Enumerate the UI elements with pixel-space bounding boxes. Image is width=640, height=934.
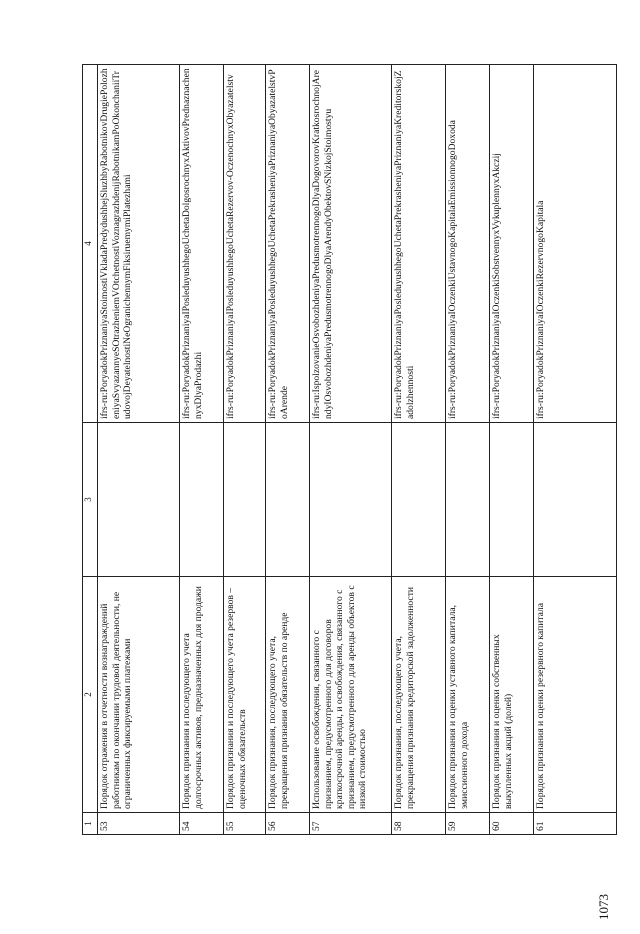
row-code: ifrs-ru:PoryadokPriznaniyaIOczenkiSobstvennyxVykuplennyxAkczij [490,65,534,423]
row-empty-cell [310,423,392,577]
row-code: ifrs-ru:PoryadokPriznaniyaIOczenkiUstavnogoKapitalaEmissionnogoDoxoda [446,65,490,423]
row-code: ifrs-ru:PoryadokPriznaniyaPosleduyushhegoUchetaPrekrasheniyaPriznaniyaKreditorskojZadolzhennosti [392,65,446,423]
row-number: 59 [446,813,490,835]
row-empty-cell [180,423,224,577]
table-row [392,65,446,835]
row-code: ifrs-ru:PoryadokPriznaniyaIPosleduyushhegoUchetaDolgosrochnyxAktivovPrednaznachennyxDlyaProdazhi [180,65,224,423]
row-title: Порядок признания и оценки резервного капитала [534,577,617,813]
table-row [224,65,266,835]
page-number: 1073 [596,894,611,920]
row-title: Порядок признания и оценки собственных выкупленных акций (долей) [490,577,534,813]
header-row [83,65,98,835]
rotated-table-container [82,65,617,835]
row-code: ifrs-ru:PoryadokPriznaniyaIPosleduyushhegoUchetaRezervov-OczenochnyxObyazatelstv [224,65,266,423]
row-empty-cell [446,423,490,577]
header-cell: 4 [83,65,98,423]
row-empty-cell [490,423,534,577]
row-code: ifrs-ru:PoryadokPriznaniyaIOczenkiRezervnogoKapitala [534,65,617,423]
row-number: 58 [392,813,446,835]
row-code: ifrs-ru:PoryadokPriznaniyaStoimostiVkladaPredydushhejSluzhbyRabotnikovDrugiePolozheniyaSvyazannyeSOtrazheniemVOtchetnostiVoznagrazhdenijRabotnikamPoOkonchaniiTrudovojDeyatelnostiNeOgranichennymFiksiruemymiPlatezhami [98,65,180,423]
row-title: Порядок отражения в отчетности вознаграждений работникам по окончании трудовой деятельности, не ограниченных фиксируемыми платежами [98,577,180,813]
table-row [266,65,310,835]
row-number: 53 [98,813,180,835]
row-empty-cell [224,423,266,577]
row-number: 55 [224,813,266,835]
table-row [534,65,617,835]
header-cell: 2 [83,577,98,813]
data-table [82,64,617,835]
row-title: Порядок признания и последующего учета долгосрочных активов, предназначенных для продажи [180,577,224,813]
row-empty-cell [266,423,310,577]
row-code: ifrs-ru:IspolzovanieOsvobozhdeniyaPredusmotrennogoDlyaDogovorovKratkosrochnojArendyIOsvobozhdeniyaPredusmotrennogoDlyaArendyObektovSNizkojStoimostyu [310,65,392,423]
row-title: Порядок признания и последующего учета резервов – оценочных обязательств [224,577,266,813]
table-row [310,65,392,835]
row-title: Порядок признания, последующего учета, прекращения признания обязательств по аренде [266,577,310,813]
table-row [98,65,180,835]
row-empty-cell [98,423,180,577]
row-title: Порядок признания и оценки уставного капитала, эмиссионного дохода [446,577,490,813]
row-title: Порядок признания, последующего учета, прекращения признания кредиторской задолженности [392,577,446,813]
header-cell: 3 [83,423,98,577]
header-cell: 1 [83,813,98,835]
table-row [180,65,224,835]
row-number: 54 [180,813,224,835]
table-row [446,65,490,835]
row-code: ifrs-ru:PoryadokPriznaniyaPosleduyushhegoUchetaPrekrasheniyaPriznaniyaObyazatelstvPoArende [266,65,310,423]
row-title: Использование освобождения, связанного с признанием, предусмотренного для договоров краткосрочной аренды, и освобождения, связанного с признанием, предусмотренного для аренды объектов с низкой стоимостью [310,577,392,813]
row-empty-cell [392,423,446,577]
row-number: 61 [534,813,617,835]
row-number: 56 [266,813,310,835]
row-number: 60 [490,813,534,835]
row-empty-cell [534,423,617,577]
table-row [490,65,534,835]
row-number: 57 [310,813,392,835]
